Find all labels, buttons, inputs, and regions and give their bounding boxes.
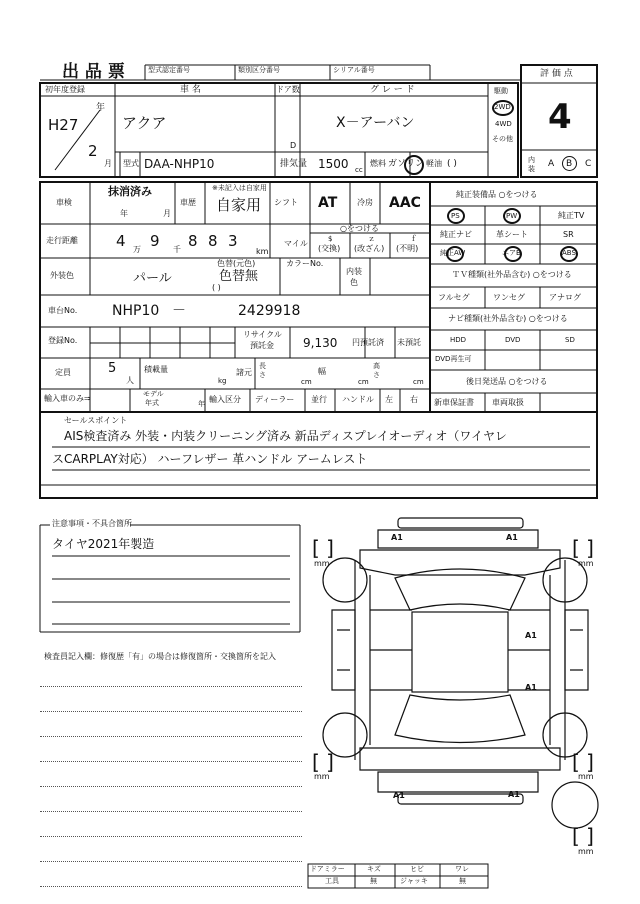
width-unit: cm	[358, 378, 369, 386]
serial-number-label: シリアル番号	[333, 66, 375, 74]
form-title: 出 品 票	[62, 62, 125, 82]
recycle-not-deposited: 未預託	[397, 338, 421, 347]
dims-label: 諸元	[236, 368, 252, 377]
registration-label: 登録No.	[48, 336, 78, 345]
genuine-equipment-title: 純正装備品 ○をつける	[456, 190, 538, 199]
handle-right: 右	[410, 395, 418, 404]
model-year-label-2: 年式	[145, 399, 159, 407]
equip-genuine-tv: 純正TV	[558, 211, 585, 220]
sales-points-label: セールスポイント	[64, 416, 128, 425]
handle-left: 左	[385, 395, 393, 404]
first-registration-label: 初年度登録	[45, 85, 85, 94]
equip-ps: PS	[451, 212, 460, 220]
fuel-diesel: 軽油	[426, 159, 442, 168]
later-manual: 車両取扱	[492, 398, 524, 407]
history-note: ※未記入は自家用	[212, 184, 267, 192]
color-change-paren: ( )	[212, 283, 221, 292]
grade-label: グ レ ー ド	[370, 85, 415, 95]
doors-label: ドア数	[276, 85, 300, 94]
mileage-opt1: (交換)	[318, 244, 341, 253]
tire-unit-front-left: mm	[314, 559, 330, 568]
import-label: 輸入車のみ⇒	[44, 394, 91, 403]
doors-suffix: D	[290, 141, 297, 150]
ac-value: AAC	[389, 195, 421, 211]
tire-bracket-spare: [ ]	[572, 824, 594, 848]
tire-unit-front-right: mm	[578, 559, 594, 568]
load-label: 積載量	[144, 365, 168, 374]
mileage-opt1-symbol: $	[328, 235, 333, 243]
equip-sr: SR	[563, 230, 574, 239]
model-year-label-1: モデル	[143, 390, 164, 398]
grade-value: X－アーバン	[336, 115, 415, 131]
inspector-line	[40, 786, 302, 787]
fuel-label: 燃料	[370, 159, 386, 168]
inspector-line	[40, 886, 302, 887]
color-label: 外装色	[50, 271, 74, 280]
interior-color-label-1: 内装	[346, 267, 362, 276]
width-label: 幅	[318, 367, 326, 376]
ac-label: 冷房	[357, 198, 373, 207]
scratch-label: キズ	[367, 865, 381, 873]
recycle-label-2: 預託金	[250, 341, 274, 350]
inspector-line	[40, 861, 302, 862]
dvd-playback: DVD再生可	[435, 355, 472, 363]
inspection-status: 抹消済み	[108, 185, 152, 198]
mileage-digit-4: 8	[208, 232, 218, 250]
history-value: 自家用	[216, 196, 262, 214]
mileage-unit-km: km	[256, 247, 269, 256]
equip-leather: 革シート	[496, 230, 528, 239]
mileage-digit-3: 8	[188, 232, 198, 250]
chassis-number: 2429918	[238, 303, 301, 319]
shift-value: AT	[318, 195, 338, 211]
handle-label: ハンドル	[342, 395, 374, 404]
equip-abs: ABS	[562, 249, 576, 257]
inspector-note-label: 検査員記入欄：修復歴「有」の場合は修復箇所・交換箇所を記入	[44, 652, 276, 661]
capacity-unit: 人	[126, 376, 134, 385]
later-warranty: 新車保証書	[434, 398, 474, 407]
import-category-label: 輸入区分	[209, 395, 241, 404]
drive-2wd: 2WD	[494, 103, 511, 111]
fuel-gasoline: ガソリン	[388, 159, 425, 169]
car-name: アクア	[122, 114, 167, 132]
damage-mark-right-door-rear: A1	[525, 683, 537, 692]
inspection-month-suffix: 月	[163, 209, 171, 218]
sales-points-line-2: スCARPLAY対応） ハーフレザー 革ハンドル アームレスト	[52, 452, 368, 466]
crack-label: ヒビ	[410, 865, 424, 873]
recycle-label-1: リサイクル	[243, 330, 282, 339]
damage-mark-rear-left: A1	[393, 791, 405, 800]
later-shipment-title: 後日発送品 ○をつける	[466, 377, 548, 386]
tv-type-title: ＴＶ種類(社外品含む) ○をつける	[452, 270, 572, 279]
tools-label: 工具	[325, 877, 339, 885]
type-label: 型式	[123, 159, 139, 168]
import-parallel: 並行	[311, 395, 327, 404]
mile-label: マイル	[284, 239, 308, 248]
color-value: パール	[133, 271, 172, 286]
inspector-line	[40, 761, 302, 762]
inspector-line	[40, 736, 302, 737]
month-suffix: 月	[104, 159, 112, 168]
interior-c: C	[585, 159, 592, 169]
inspector-line	[40, 686, 302, 687]
mileage-unit-sen: 千	[173, 245, 181, 254]
drive-other: その他	[492, 135, 513, 143]
jack-value: 無	[459, 877, 466, 885]
tv-fullseg: フルセグ	[438, 293, 470, 302]
inspector-line	[40, 711, 302, 712]
height-label: 高さ	[373, 362, 380, 379]
history-label: 車歴	[180, 198, 196, 207]
capacity-label: 定員	[55, 368, 71, 377]
chassis-dash: －	[172, 303, 186, 319]
damage-mark-front-right: A1	[506, 533, 518, 542]
tv-analog: アナログ	[549, 293, 581, 302]
tire-unit-rear-right: mm	[578, 772, 594, 781]
mileage-opt3: (不明)	[396, 244, 419, 253]
tire-bracket-rear-right: [ ]	[572, 750, 594, 774]
sales-points-line-1: AIS検査済み 外装・内装クリーニング済み 新品ディスプレイオーディオ（ワイヤレ	[64, 429, 507, 443]
navi-hdd: HDD	[450, 336, 467, 344]
shift-label: シフト	[274, 198, 298, 207]
fuel-selected-circle	[404, 155, 424, 175]
damage-mark-front-left: A1	[391, 533, 403, 542]
damage-mark-right-door-front: A1	[525, 631, 537, 640]
chassis-label: 車台No.	[48, 306, 78, 315]
jack-label: ジャッキ	[400, 877, 428, 885]
interior-b: B	[566, 159, 573, 169]
equip-airbag: エアB	[502, 249, 521, 257]
broken-label: ワレ	[455, 865, 469, 873]
category-number-label: 類別区分番号	[238, 66, 280, 74]
capacity-value: 5	[108, 361, 117, 376]
evaluation-label: 評 価 点	[540, 69, 573, 79]
color-change-value: 色替無	[219, 269, 259, 284]
displacement-value: 1500	[318, 157, 349, 171]
chassis-prefix: NHP10	[112, 303, 160, 319]
evaluation-score: 4	[548, 97, 572, 137]
inspection-label: 車検	[56, 198, 72, 207]
registration-year: H27	[48, 116, 79, 134]
mileage-digit-2: 9	[150, 232, 160, 250]
color-change-label: 色替(元色)	[217, 259, 256, 268]
inspector-line	[40, 836, 302, 837]
inspection-year-suffix: 年	[120, 209, 128, 218]
navi-dvd: DVD	[505, 336, 521, 344]
notes-line-1: タイヤ2021年製造	[52, 537, 155, 551]
displacement-label: 排気量	[280, 159, 308, 169]
equip-genuine-navi: 純正ナビ	[440, 230, 472, 239]
tire-unit-rear-left: mm	[314, 772, 330, 781]
tire-bracket-front-right: [ ]	[572, 536, 594, 560]
tire-unit-spare: mm	[578, 847, 594, 856]
car-diagram	[323, 518, 598, 828]
recycle-value: 9,130	[303, 336, 338, 350]
mileage-opt2: (改ざん)	[354, 244, 385, 253]
tv-oneseg: ワンセグ	[493, 293, 525, 302]
mileage-digit-5: 3	[228, 232, 238, 250]
import-dealer: ディーラー	[255, 395, 295, 404]
equip-pw: PW	[506, 212, 518, 220]
drive-4wd: 4WD	[495, 120, 512, 128]
fuel-paren: ( )	[447, 159, 457, 169]
mileage-opt2-symbol: ｚ	[368, 235, 375, 243]
car-name-label: 車 名	[180, 85, 201, 95]
damage-mark-rear-right: A1	[508, 790, 520, 799]
mileage-unit-man: 万	[133, 245, 141, 254]
mileage-opt3-symbol: ｆ	[410, 235, 417, 243]
length-unit: cm	[301, 378, 312, 386]
model-cert-label: 型式認定番号	[148, 66, 190, 74]
tire-bracket-front-left: [ ]	[312, 536, 334, 560]
recycle-deposited: 円預託済	[352, 338, 384, 347]
interior-label: 内装	[528, 156, 535, 173]
drive-label: 駆動	[494, 87, 508, 95]
model-year-suffix: 年	[198, 400, 205, 408]
tire-bracket-rear-left: [ ]	[312, 750, 334, 774]
mileage-label: 走行距離	[46, 236, 78, 245]
interior-a: A	[548, 159, 555, 169]
load-unit: kg	[218, 377, 227, 385]
notes-label: 注意事項・不具合箇所	[52, 519, 132, 528]
length-label: 長さ	[259, 362, 266, 379]
navi-sd: SD	[565, 336, 575, 344]
model-code: DAA-NHP10	[144, 157, 215, 171]
navi-type-title: ナビ種類(社外品含む) ○をつける	[448, 314, 568, 323]
displacement-unit: cc	[355, 166, 363, 174]
height-unit: cm	[413, 378, 424, 386]
equip-keyless: 純正AW	[440, 249, 466, 257]
mileage-circle-note: ○をつける	[340, 224, 379, 233]
color-number-label: カラーNo.	[286, 259, 324, 268]
registration-month: 2	[88, 142, 98, 160]
tools-value: 無	[370, 877, 377, 885]
inspector-line	[40, 811, 302, 812]
mileage-digit-1: 4	[116, 232, 126, 250]
door-mirror-label: ドアミラー	[310, 865, 345, 873]
year-suffix: 年	[96, 103, 106, 113]
interior-color-label-2: 色	[350, 278, 358, 287]
